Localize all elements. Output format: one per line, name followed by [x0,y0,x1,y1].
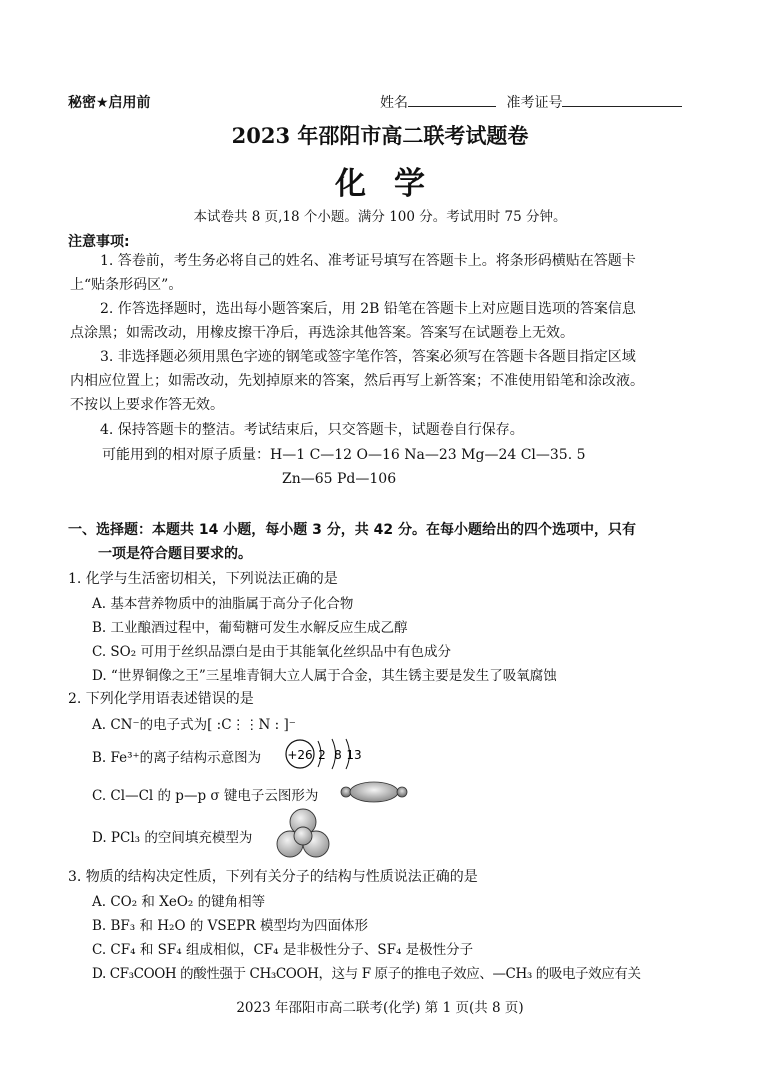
q1-option-b: B. 工业酿酒过程中，葡萄糖可发生水解反应生成乙醇 [92,620,408,636]
pcl3-space-filling-model [272,806,334,862]
note-1b: 上“贴条形码区”。 [70,277,183,293]
p-atom-center [294,827,312,845]
note-2b: 点涂黑；如需改动，用橡皮擦干净后，再选涂其他答案。答案写在试题卷上无效。 [70,325,574,341]
note-3a: 3. 非选择题必须用黑色字迹的钢笔或签字笔作答，答案必须写在答题卡各题目指定区域 [100,349,636,365]
q3-option-c: C. CF₄ 和 SF₄ 组成相似，CF₄ 是非极性分子、SF₄ 是极性分子 [92,942,474,958]
q3-option-a: A. CO₂ 和 XeO₂ 的键角相等 [92,894,266,910]
note-4: 4. 保持答题卡的整洁。考试结束后，只交答题卡，试题卷自行保存。 [100,422,524,438]
q3-option-d: D. CF₃COOH 的酸性强于 CH₃COOH，这与 F 原子的推电子效应、—CH₃ 的吸电子效应有关 [92,966,641,982]
page-footer: 2023 年邵阳市高二联考(化学) 第 1 页(共 8 页) [236,1000,524,1016]
section-heading-1: 一、选择题：本题共 14 小题，每小题 3 分，共 42 分。在每小题给出的四个选项中，只有 [68,522,636,538]
q2-option-c: C. Cl—Cl 的 p—p σ 键电子云图形为 [92,788,319,804]
q2-stem: 2. 下列化学用语表述错误的是 [68,691,254,707]
nucleus-charge: +26 [287,748,313,762]
overlap-cloud [350,782,398,802]
name-blank[interactable] [408,92,496,107]
subject-title: 化学 [335,166,453,202]
shell-1-electrons: 2 [318,748,326,762]
shell-3-electrons: 13 [346,748,362,762]
note-2a: 2. 作答选择题时，选出每小题答案后，用 2B 铅笔在答题卡上对应题目选项的答案信息 [100,301,636,317]
p-p-sigma-bond-cloud-diagram [338,779,410,805]
q3-stem: 3. 物质的结构决定性质，下列有关分子的结构与性质说法正确的是 [68,869,478,885]
shell-2-electrons: 8 [334,748,342,762]
section-heading-2: 一项是符合题目要求的。 [98,546,252,562]
note-1a: 1. 答卷前，考生务必将自己的姓名、准考证号填写在答题卡上。将条形码横贴在答题卡 [100,253,636,269]
secret-label: 秘密★启用前 [68,95,151,111]
q2-option-b: B. Fe³⁺的离子结构示意图为 [92,750,262,766]
left-lobe [341,787,351,797]
q3-option-b: B. BF₃ 和 H₂O 的 VSEPR 模型均为四面体形 [92,918,369,934]
fe3-ion-structure-diagram [282,733,372,775]
note-3c: 不按以上要求作答无效。 [70,397,224,413]
q2-option-d: D. PCl₃ 的空间填充模型为 [92,830,253,846]
atomic-mass-line-2: Zn—65 Pd—106 [282,471,397,487]
q1-option-d: D. “世界铜像之王”三星堆青铜大立人属于合金，其生锈主要是发生了吸氧腐蚀 [92,668,557,684]
q1-option-c: C. SO₂ 可用于丝织品漂白是由于其能氧化丝织品中有色成分 [92,644,451,660]
note-3b: 内相应位置上；如需改动，先划掉原来的答案，然后再写上新答案；不准使用铅笔和涂改液。 [70,373,644,389]
exam-title: 2023 年邵阳市高二联考试题卷 [231,123,529,148]
right-lobe [397,787,407,797]
exam-number-blank[interactable] [562,92,682,107]
candidate-info [380,92,682,112]
exam-number-label: 准考证号 [506,95,563,111]
exam-intro: 本试卷共 8 页,18 个小题。满分 100 分。考试用时 75 分钟。 [193,209,567,225]
q2-option-a: A. CN⁻的电子式为[ :C⋮⋮N : ]⁻ [92,717,296,733]
name-label: 姓名 [380,95,408,111]
q1-option-a: A. 基本营养物质中的油脂属于高分子化合物 [92,596,354,612]
q1-stem: 1. 化学与生活密切相关，下列说法正确的是 [68,571,338,587]
atomic-mass-line-1: 可能用到的相对原子质量：H—1 C—12 O—16 Na—23 Mg—24 Cl—35. 5 [102,447,586,463]
notes-heading: 注意事项: [68,234,130,250]
